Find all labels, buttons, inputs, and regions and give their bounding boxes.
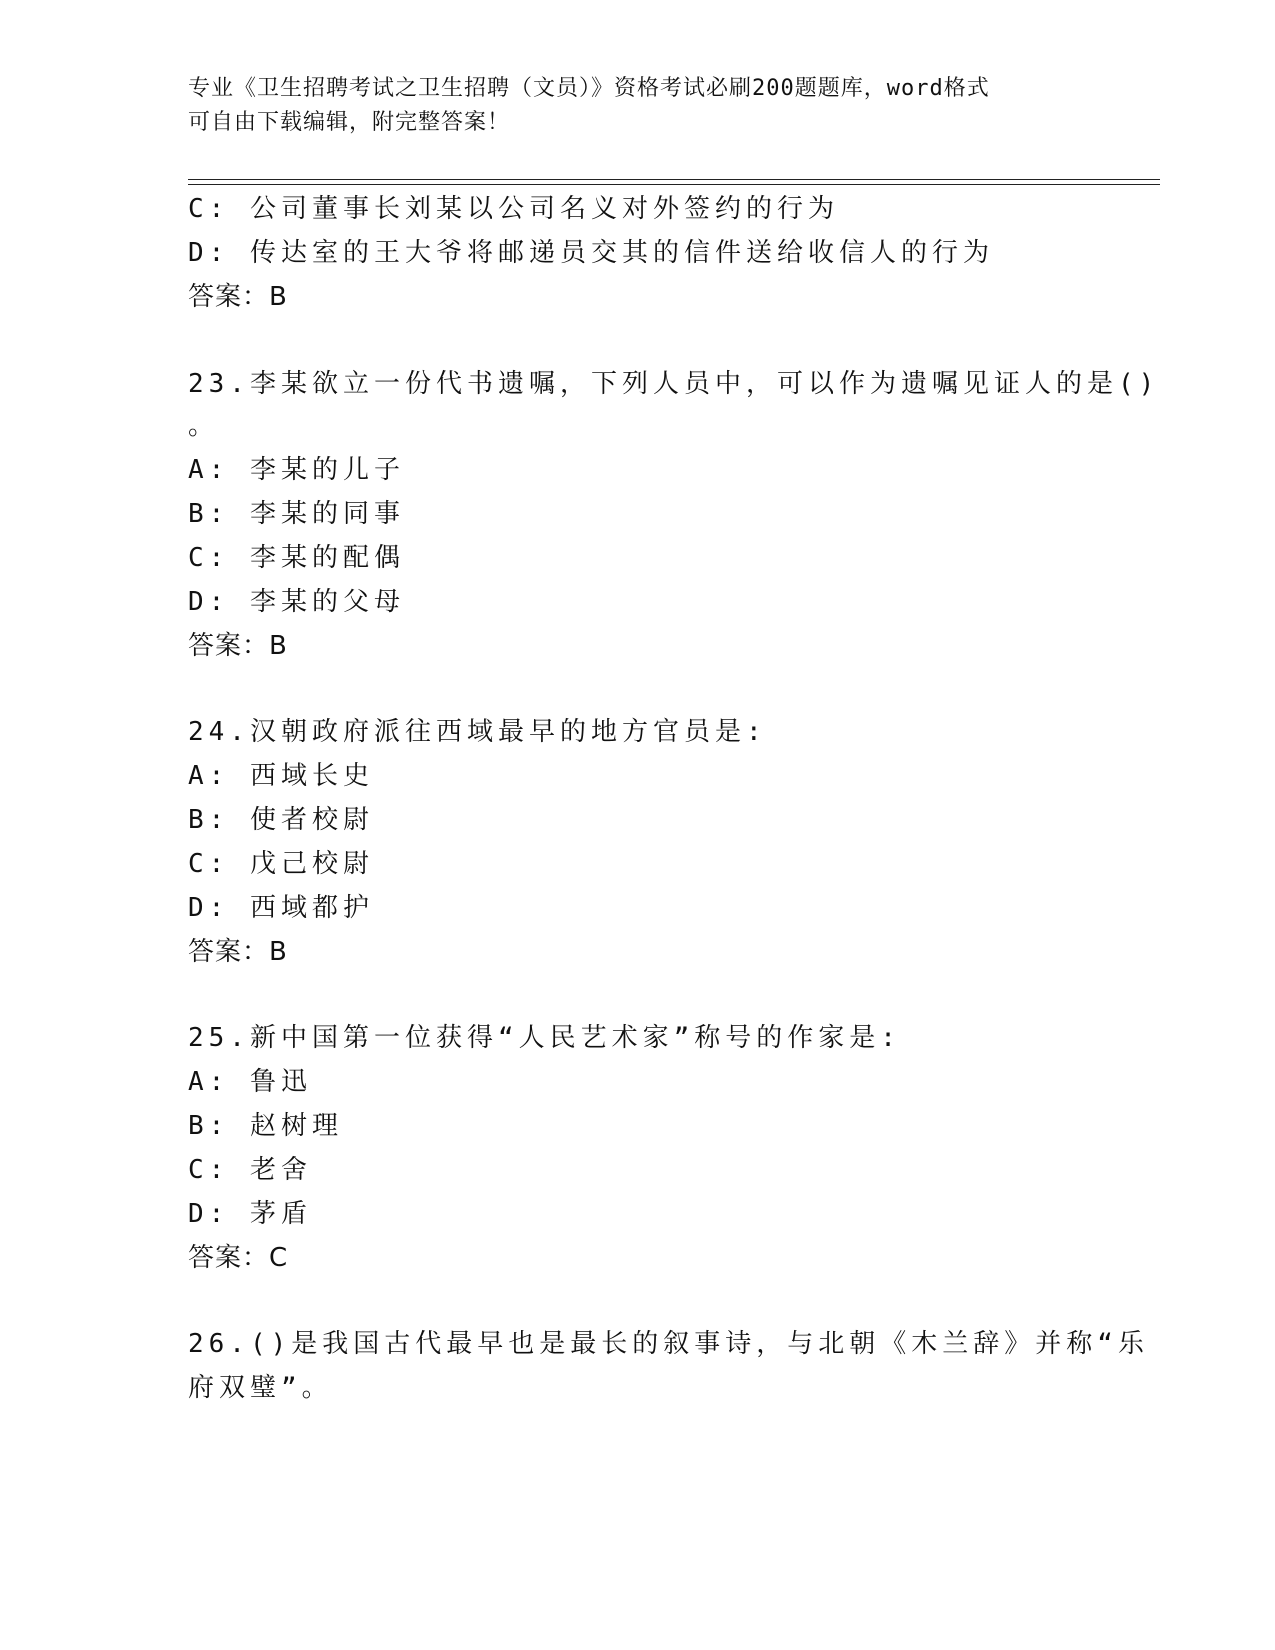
q22-option-d: D: 传达室的王大爷将邮递员交其的信件送给收信人的行为 <box>188 238 994 268</box>
q23-answer: 答案：B <box>188 631 288 661</box>
document-header <box>188 72 1088 140</box>
q24-option-d: D: 西域都护 <box>188 893 374 923</box>
q24-stem: 24.汉朝政府派往西域最早的地方官员是: <box>188 717 767 747</box>
q26-stem-line-2: 府双璧”。 <box>188 1373 333 1403</box>
header-divider-top <box>188 179 1160 180</box>
q22-option-c: C: 公司董事长刘某以公司名义对外签约的行为 <box>188 194 839 224</box>
q25-option-a: A: 鲁迅 <box>188 1067 312 1097</box>
q25-option-d: D: 茅盾 <box>188 1199 312 1229</box>
q24-option-a: A: 西域长史 <box>188 761 374 791</box>
q22-answer: 答案：B <box>188 282 288 312</box>
q26-stem-line-1: 26.()是我国古代最早也是最长的叙事诗，与北朝《木兰辞》并称“乐 <box>188 1329 1149 1359</box>
q24-option-b: B: 使者校尉 <box>188 805 374 835</box>
header-line-1: 专业《卫生招聘考试之卫生招聘（文员）》资格考试必刷200题题库，word格式 <box>188 76 990 101</box>
q23-option-d: D: 李某的父母 <box>188 587 405 617</box>
q25-stem: 25.新中国第一位获得“人民艺术家”称号的作家是: <box>188 1023 901 1053</box>
q25-answer: 答案：C <box>188 1243 289 1273</box>
q23-stem-line-2: 。 <box>188 411 220 441</box>
q25-option-c: C: 老舍 <box>188 1155 312 1185</box>
q24-option-c: C: 戊己校尉 <box>188 849 374 879</box>
q25-option-b: B: 赵树理 <box>188 1111 343 1141</box>
q24-answer: 答案：B <box>188 937 288 967</box>
header-line-2: 可自由下载编辑，附完整答案！ <box>188 110 511 135</box>
q23-option-a: A: 李某的儿子 <box>188 455 405 485</box>
q23-option-c: C: 李某的配偶 <box>188 543 405 573</box>
q23-option-b: B: 李某的同事 <box>188 499 405 529</box>
header-divider-bottom <box>188 184 1160 185</box>
q23-stem-line-1: 23.李某欲立一份代书遗嘱，下列人员中，可以作为遗嘱见证人的是() <box>188 369 1160 399</box>
